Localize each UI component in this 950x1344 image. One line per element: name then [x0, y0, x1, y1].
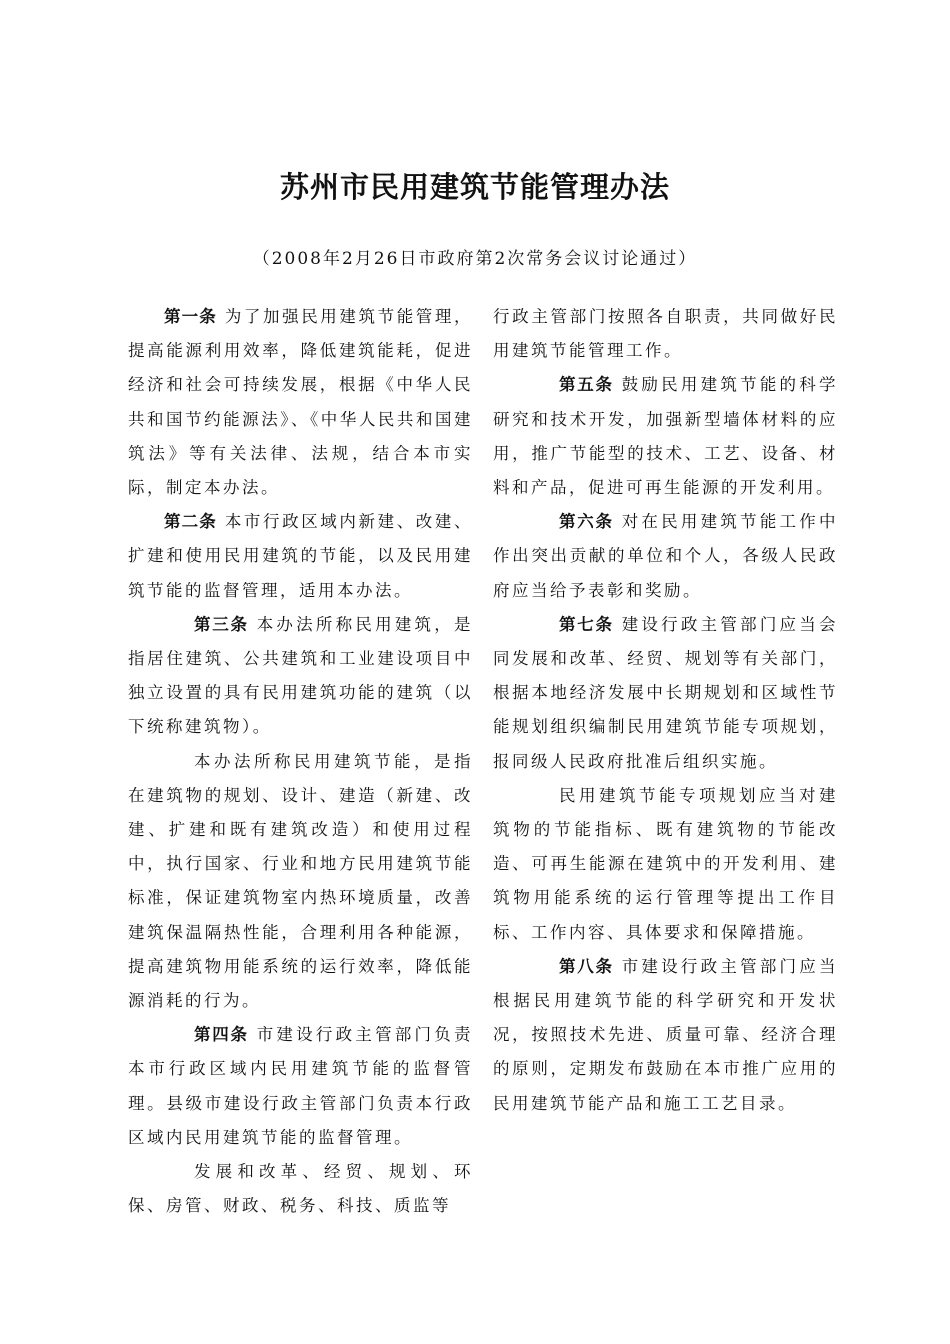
article-heading: 第六条	[559, 512, 614, 532]
article-4	[128, 1018, 473, 1155]
paragraph-continued	[493, 300, 838, 368]
article-3	[128, 608, 473, 745]
article-text: 建设行政主管部门应当会同发展和改革、经贸、规划等有关部门，根据本地经济发展中长期规划和区域性节能规划组织编制民用建筑节能专项规划，报同级人民政府批准后组织实施。	[493, 614, 839, 771]
article-2	[128, 505, 473, 608]
article-heading: 第五条	[559, 375, 614, 395]
right-column	[493, 300, 838, 1121]
article-text: 对在民用建筑节能工作中作出突出贡献的单位和个人，各级人民政府应当给予表彰和奖励。	[493, 512, 839, 600]
article-heading: 第七条	[559, 614, 614, 634]
article-heading: 第八条	[559, 956, 614, 976]
document-title: 苏州市民用建筑节能管理办法	[279, 170, 670, 204]
article-heading: 第三条	[194, 614, 249, 634]
paragraph	[128, 1155, 473, 1223]
article-heading: 第二条	[164, 512, 217, 532]
article-heading: 第四条	[194, 1025, 249, 1045]
article-text: 鼓励民用建筑节能的科学研究和技术开发，加强新型墙体材料的应用，推广节能型的技术、工艺、设备、材料和产品，促进可再生能源的开发利用。	[493, 375, 839, 498]
article-text: 市建设行政主管部门应当根据民用建筑节能的科学研究和开发状况，按照技术先进、质量可靠、经济合理的原则，定期发布鼓励在本市推广应用的民用建筑节能产品和施工工艺目录。	[493, 956, 839, 1113]
article-7	[493, 608, 838, 779]
article-text: 市建设行政主管部门负责本市行政区域内民用建筑节能的监督管理。县级市建设行政主管部门负责本行政区域内民用建筑节能的监督管理。	[128, 1025, 474, 1147]
article-text: 为了加强民用建筑节能管理，提高能源利用效率，降低建筑能耗，促进经济和社会可持续发展，根据《中华人民共和国节约能源法》、《中华人民共和国建筑法》等有关法律、法规，结合本市实际，制定本办法。	[128, 307, 474, 498]
article-heading: 第一条	[164, 307, 217, 326]
article-8	[493, 950, 838, 1121]
paragraph	[493, 779, 838, 950]
article-text: 本市行政区域内新建、改建、扩建和使用民用建筑的节能，以及民用建筑节能的监督管理，适用本办法。	[128, 512, 474, 600]
left-column	[128, 300, 473, 1223]
paragraph-text: 发展和改革、经贸、规划、环保、房管、财政、税务、科技、质监等	[128, 1162, 473, 1216]
paragraph-text: 行政主管部门按照各自职责，共同做好民用建筑节能管理工作。	[493, 307, 838, 361]
article-1	[128, 300, 473, 505]
paragraph	[128, 745, 473, 1019]
paragraph-text: 本办法所称民用建筑节能，是指在建筑物的规划、设计、建造（新建、改建、扩建和既有建筑改造）和使用过程中，执行国家、行业和地方民用建筑节能标准，保证建筑物室内热环境质量，改善建筑保温隔热性能，合理利用各种能源，提高建筑物用能系统的运行效率，降低能源消耗的行为。	[128, 751, 473, 1011]
article-text: 本办法所称民用建筑，是指居住建筑、公共建筑和工业建设项目中独立设置的具有民用建筑功能的建筑（以下统称建筑物）。	[128, 614, 474, 737]
document-subtitle: （2008年2月26日市政府第2次常务会议讨论通过）	[252, 249, 698, 269]
paragraph-text: 民用建筑节能专项规划应当对建筑物的节能指标、既有建筑物的节能改造、可再生能源在建筑中的开发利用、建筑物用能系统的运行管理等提出工作目标、工作内容、具体要求和保障措施。	[493, 785, 838, 942]
article-6	[493, 505, 838, 608]
article-5	[493, 368, 838, 505]
